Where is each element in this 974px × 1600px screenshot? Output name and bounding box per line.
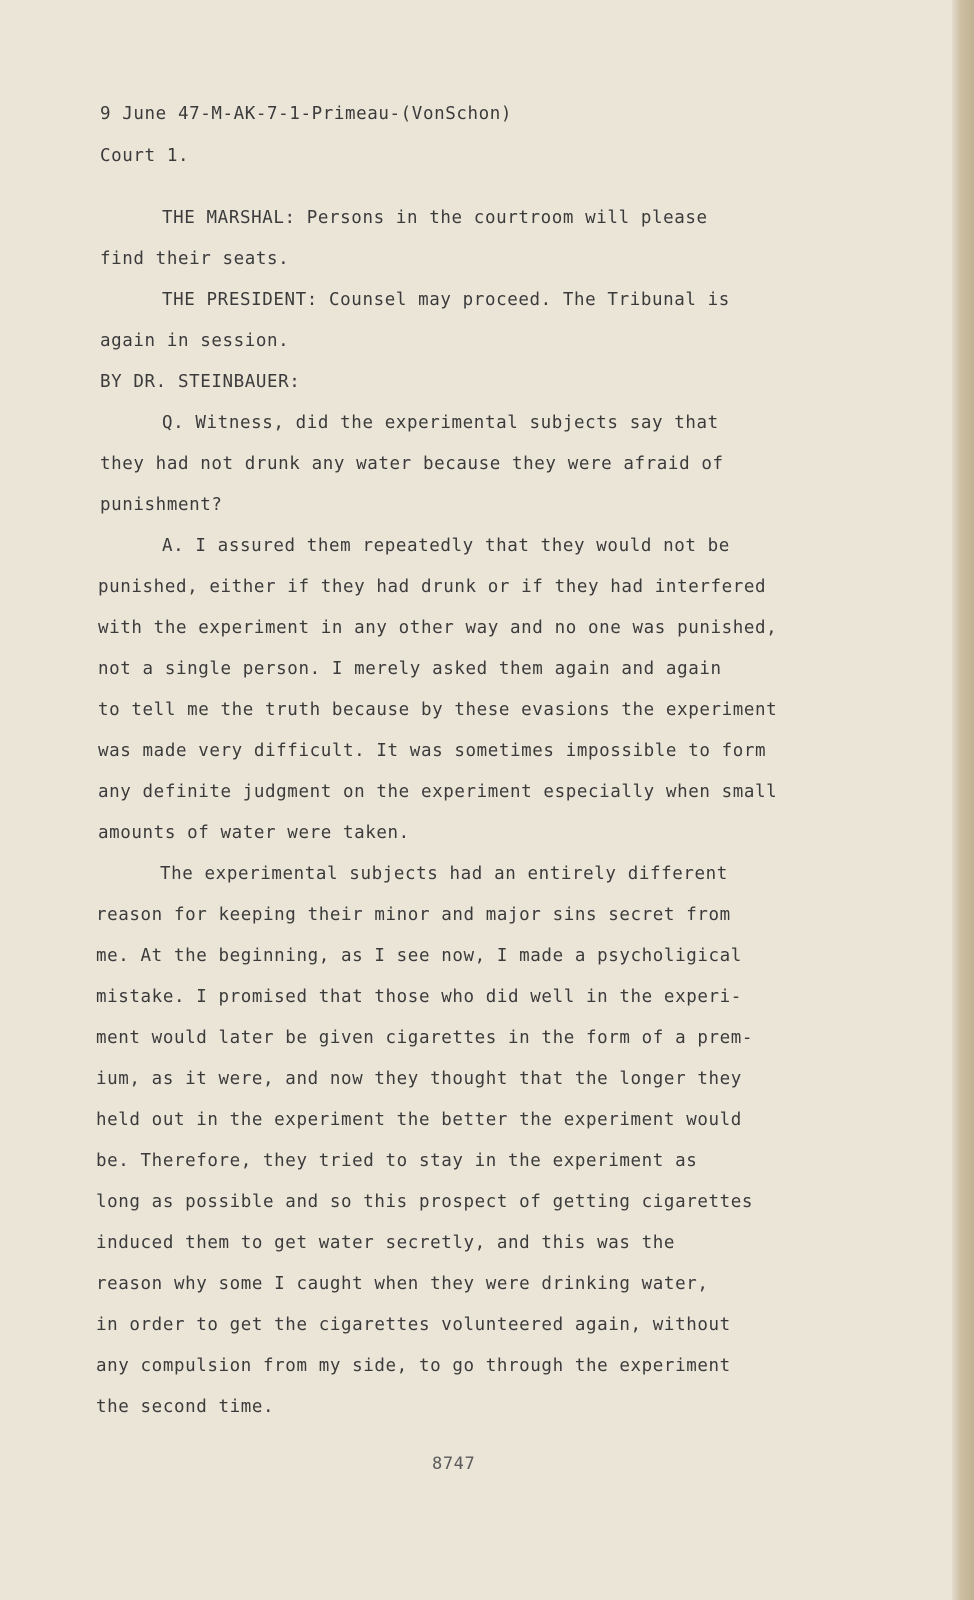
body-line: punished, either if they had drunk or if they had interfered (98, 577, 767, 597)
body-line: Q. Witness, did the experimental subjects say that (162, 413, 719, 433)
page-edge-shadow (952, 0, 974, 1600)
body-line: me. At the beginning, as I see now, I made a psycholigical (96, 946, 742, 966)
body-line: they had not drunk any water because they were afraid of (100, 454, 724, 474)
body-line: any definite judgment on the experiment especially when small (98, 782, 778, 802)
body-line: long as possible and so this prospect of getting cigarettes (96, 1192, 754, 1212)
body-line: ment would later be given cigarettes in the form of a prem- (96, 1028, 754, 1048)
body-line: in order to get the cigarettes volunteered again, without (96, 1315, 731, 1335)
header-line: 9 June 47-M-AK-7-1-Primeau-(VonSchon) (100, 104, 513, 124)
body-line: punishment? (100, 495, 223, 515)
body-line: A. I assured them repeatedly that they would not be (162, 536, 730, 556)
body-line: The experimental subjects had an entirely different (160, 864, 728, 884)
body-line: find their seats. (100, 249, 290, 269)
body-line: ium, as it were, and now they thought that the longer they (96, 1069, 742, 1089)
body-line: the second time. (96, 1397, 275, 1417)
body-line: induced them to get water secretly, and this was the (96, 1233, 676, 1253)
body-line: was made very difficult. It was sometimes impossible to form (98, 741, 767, 761)
body-line: with the experiment in any other way and no one was punished, (98, 618, 778, 638)
body-line: reason why some I caught when they were drinking water, (96, 1274, 709, 1294)
body-line: held out in the experiment the better the experiment would (96, 1110, 742, 1130)
body-line: BY DR. STEINBAUER: (100, 372, 301, 392)
body-line: mistake. I promised that those who did well in the experi- (96, 987, 742, 1007)
body-line: to tell me the truth because by these evasions the experiment (98, 700, 778, 720)
body-line: again in session. (100, 331, 290, 351)
body-line: reason for keeping their minor and major sins secret from (96, 905, 731, 925)
page-number: 8747 (432, 1454, 476, 1474)
body-line: amounts of water were taken. (98, 823, 410, 843)
body-line: not a single person. I merely asked them again and again (98, 659, 722, 679)
body-line: THE PRESIDENT: Counsel may proceed. The Tribunal is (162, 290, 730, 310)
body-line: THE MARSHAL: Persons in the courtroom will please (162, 208, 708, 228)
court-label: Court 1. (100, 146, 190, 166)
body-line: be. Therefore, they tried to stay in the experiment as (96, 1151, 698, 1171)
body-line: any compulsion from my side, to go through the experiment (96, 1356, 731, 1376)
